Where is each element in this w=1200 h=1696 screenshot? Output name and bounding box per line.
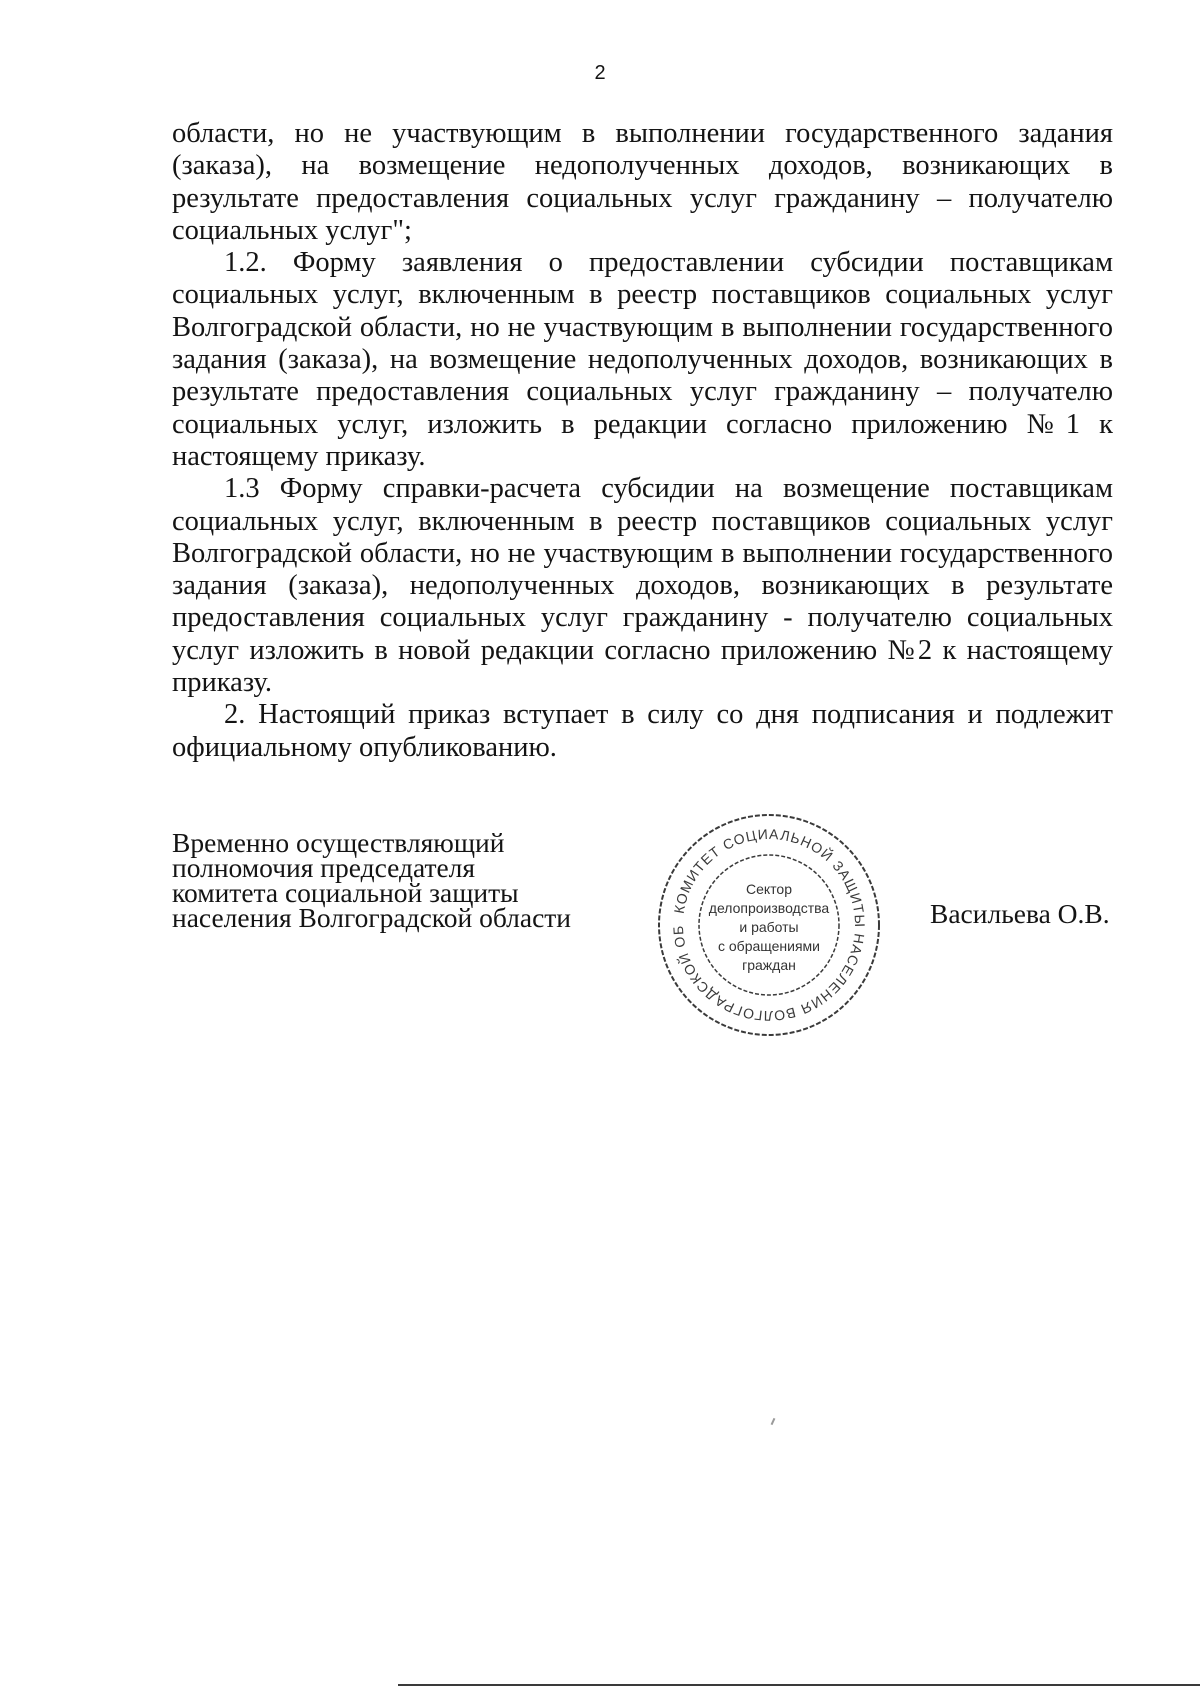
paragraph-1-2: 1.2. Форму заявления о предоставлении субсидии поставщикам социальных услуг, включенным в реестр поставщиков социальных услуг Волгоградской области, но не участвующим в выполнении государственного задания (заказа), на возмещение недополученных доходов, возникающих в результате предоставления социальных услуг гражданину – получателю социальных услуг, изложить в редакции согласно приложению №1 к настоящему приказу. [172,247,1113,472]
bottom-rule [398,1684,1200,1686]
stamp-line: с обращениями [718,938,820,954]
scan-mark [771,1418,776,1425]
signer-title-line: Временно осуществляющий [172,827,505,858]
paragraph-2: 2. Настоящий приказ вступает в силу со дня подписания и подлежит официальному опубликованию. [172,699,1113,763]
signer-title-line: полномочия председателя [172,852,476,883]
signer-title-line: комитета социальной защиты [172,877,519,908]
stamp-line: Сектор [745,881,792,897]
paragraph-1-3: 1.3 Форму справки-расчета субсидии на возмещение поставщикам социальных услуг, включенным в реестр поставщиков социальных услуг Волгоградской области, но не участвующим в выполнении государственного задания (заказа), недополученных доходов, возникающих в результате предоставления социальных услуг гражданину - получателю социальных услуг изложить в новой редакции согласно приложению №2 к настоящему приказу. [172,473,1113,699]
signer-name: Васильева О.В. [930,898,1110,929]
signer-title-line: населения Волгоградской области [172,902,572,933]
stamp-ring-text: КОМИТЕТ СОЦИАЛЬНОЙ ЗАЩИТЫ НАСЕЛЕНИЯ ВОЛГОГРАДСКОЙ ОБ [669,825,869,1025]
stamp-line: граждан [742,957,796,973]
document-body [172,118,1113,764]
signer-title [172,827,622,933]
paragraph-continuation: области, но не участвующим в выполнении государственного задания (заказа), на возмещение недополученных доходов, возникающих в результате предоставления социальных услуг гражданину – получателю социальных услуг"; [172,118,1113,246]
page-number: 2 [594,62,606,84]
stamp-line: делопроизводства [708,900,830,916]
stamp-center-text [654,880,884,975]
stamp-line: и работы [739,919,799,935]
official-stamp [654,810,884,1040]
